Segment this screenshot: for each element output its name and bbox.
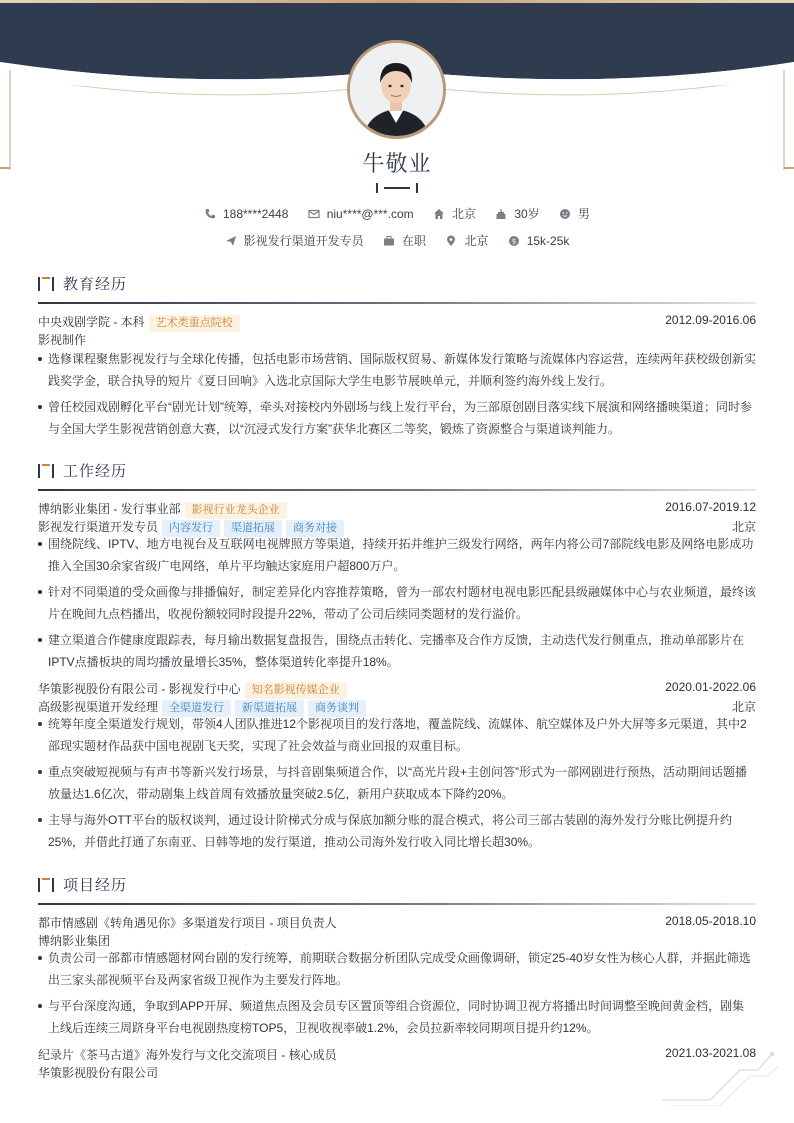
list-item: 围绕院线、IPTV、地方电视台及互联网电视牌照方等渠道，持续开拓并维护三级发行网络，两年内将公司7部院线电影及网络电影成功推入全国30余家省级广电网络，单片平均触达家庭用户超800万户。: [38, 533, 756, 577]
company-tag: 影视行业龙头企业: [185, 502, 287, 519]
job-city: 北京: [731, 700, 756, 714]
candidate-name: 牛敬业: [362, 151, 432, 176]
skill-tag: 内容发行: [162, 520, 220, 537]
briefcase-icon: [383, 235, 395, 247]
project-bullets: [38, 947, 756, 1043]
home-item: [433, 205, 476, 222]
target-position-text: 影视发行渠道开发专员: [243, 234, 364, 248]
section-header: [38, 272, 756, 296]
skill-tag: 渠道拓展: [224, 520, 282, 537]
home-icon: [433, 208, 445, 220]
major-line: [38, 330, 756, 348]
job-bullets: [38, 533, 756, 677]
project-date: 2018.05-2018.10: [665, 914, 756, 928]
list-item: 负责公司一部都市情感题材网台剧的发行统筹，前期联合数据分析团队完成受众画像调研，锁定25-40岁女性为核心人群，并据此筛选出三家头部视频平台及两家省级卫视作为主要发行阵地。: [38, 947, 756, 991]
project-header: [38, 1045, 756, 1063]
status-text: 在职: [401, 234, 426, 248]
list-item: 选修课程聚焦影视发行与全球化传播，包括电影市场营销、国际版权贸易、新媒体发行策略与流媒体内容运营，连续两年获校级创新实践奖学金，联合执导的短片《夏日回响》入选北京国际大学生电影节展映单元，并顺利签约海外线上发行。: [38, 348, 756, 392]
skill-tag: 商务谈判: [308, 700, 366, 717]
phone-text: 188****2448: [222, 206, 289, 221]
salary-text: 15k-25k: [526, 233, 570, 248]
cake-icon: [495, 208, 507, 220]
school-name: 中央戏剧学院 - 本科: [38, 315, 145, 329]
gender-icon: [559, 208, 571, 220]
list-item: 重点突破短视频与有声书等新兴发行场景，与抖音剧集频道合作，以“高光片段+主创问答”形式为一部网剧进行预热，活动期间话题播放量达1.6亿次，带动剧集上线首周有效播放量突破2.5亿，新用户获取成本下降约20%。: [38, 761, 756, 805]
education-section: [38, 272, 757, 436]
name-divider: [376, 182, 418, 194]
status-item: [383, 232, 426, 249]
section-header: [38, 459, 756, 483]
svg-text:$: $: [511, 237, 516, 246]
salary-icon: [508, 235, 520, 247]
skill-tag: 全渠道发行: [162, 700, 231, 717]
job-header: [38, 499, 756, 517]
education-bullets: [38, 348, 756, 444]
home-city-text: 北京: [451, 207, 476, 221]
age-item: [495, 205, 539, 222]
section-divider: [38, 489, 756, 491]
job-intent-row: [0, 232, 794, 250]
gender-item: [559, 205, 590, 222]
job-date: 2016.07-2019.12: [665, 500, 756, 514]
education-date: 2012.09-2016.06: [665, 313, 756, 327]
project-org: 博纳影业集团: [38, 934, 111, 948]
section-marker-icon: [38, 464, 54, 478]
education-entry-header: [38, 312, 756, 330]
contact-info-row: [0, 205, 794, 223]
work-section: [38, 459, 757, 849]
target-position-item: [225, 232, 364, 249]
target-city-text: 北京: [464, 234, 489, 248]
list-item: 针对不同渠道的受众画像与排播偏好，制定差异化内容推荐策略，曾为一部农村题材电视电影匹配县级融媒体中心与农业频道，最终该片在晚间九点档播出，收视份额较同时段提升22%，带动了公司后续同类题材的发行溢价。: [38, 581, 756, 625]
list-item: 曾任校园戏剧孵化平台“剧光计划”统筹，牵头对接校内外剧场与线上发行平台，为三部原创剧目落实线下展演和网络播映渠道；同时参与全国大学生影视营销创意大赛，以“沉浸式发行方案”获华北赛区二等奖，锻炼了资源整合与渠道谈判能力。: [38, 396, 756, 440]
project-name: 都市情感剧《转角遇见你》多渠道发行项目 - 项目负责人: [38, 916, 337, 930]
section-header: [38, 873, 756, 897]
phone-icon: [204, 208, 216, 220]
project-header: [38, 913, 756, 931]
phone-item: [204, 207, 288, 221]
project-date: 2021.03-2021.08: [665, 1046, 756, 1060]
project-org-line: [38, 1063, 756, 1081]
job-role: 影视发行渠道开发专员: [38, 520, 159, 534]
major: 影视制作: [38, 333, 87, 347]
job-header: [38, 679, 756, 697]
company-name: 华策影视股份有限公司 - 影视发行中心: [38, 682, 241, 696]
project-name: 纪录片《茶马古道》海外发行与文化交流项目 - 核心成员: [38, 1048, 337, 1062]
job-date: 2020.01-2022.06: [665, 680, 756, 694]
salary-item: [508, 234, 570, 248]
avatar: [347, 40, 446, 139]
project-org: 华策影视股份有限公司: [38, 1066, 159, 1080]
job-role: 高级影视渠道开发经理: [38, 700, 159, 714]
section-marker-icon: [38, 878, 54, 892]
list-item: 与平台深度沟通，争取到APP开屏、频道焦点图及会员专区置顶等组合资源位，同时协调卫视方将播出时间调整至晚间黄金档，剧集上线后连续三周跻身平台电视剧热度榜TOP5，卫视收视率破1.2%，会员拉新率较同期项目提升约12%。: [38, 995, 756, 1039]
section-marker-icon: [38, 277, 54, 291]
age-text: 30岁: [514, 207, 540, 221]
email-item: [308, 207, 414, 221]
job-bullets: [38, 713, 756, 857]
section-divider: [38, 903, 756, 905]
target-city-item: [445, 232, 488, 249]
company-name: 博纳影业集团 - 发行事业部: [38, 502, 181, 516]
list-item: 建立渠道合作健康度跟踪表，每月输出数据复盘报告，围绕点击转化、完播率及合作方反馈，主动迭代发行侧重点，推动单部影片在IPTV点播板块的周均播放量增长35%，整体渠道转化率提升18%。: [38, 629, 756, 673]
list-item: 主导与海外OTT平台的版权谈判，通过设计阶梯式分成与保底加额分账的混合模式，将公司三部古装剧的海外发行分账比例提升约25%，并借此打通了东南亚、日韩等地的发行渠道，推动公司海外发行收入同比增长超30%。: [38, 809, 756, 853]
job-city: 北京: [731, 520, 756, 534]
gender-text: 男: [578, 207, 591, 221]
section-title: 项目经历: [63, 877, 128, 894]
school-tag: 艺术类重点院校: [149, 315, 240, 332]
skill-tag: 新渠道拓展: [235, 700, 304, 717]
skill-tag: 商务对接: [286, 520, 344, 537]
location-pin-icon: [445, 235, 457, 247]
section-divider: [38, 302, 756, 304]
corner-decoration: [660, 1048, 780, 1106]
send-icon: [225, 235, 237, 247]
company-tag: 知名影视传媒企业: [245, 682, 347, 699]
mail-icon: [308, 208, 320, 220]
projects-section: [38, 873, 756, 1080]
section-title: 教育经历: [63, 276, 128, 293]
section-title: 工作经历: [63, 463, 128, 480]
email-text: niu****@***.com: [326, 206, 414, 221]
list-item: 统筹年度全渠道发行规划，带领4人团队推进12个影视项目的发行落地，覆盖院线、流媒体、航空媒体及户外大屏等多元渠道，其中2部现实题材作品获中国电视剧飞天奖，实现了社会效益与商业回报的双重目标。: [38, 713, 756, 757]
